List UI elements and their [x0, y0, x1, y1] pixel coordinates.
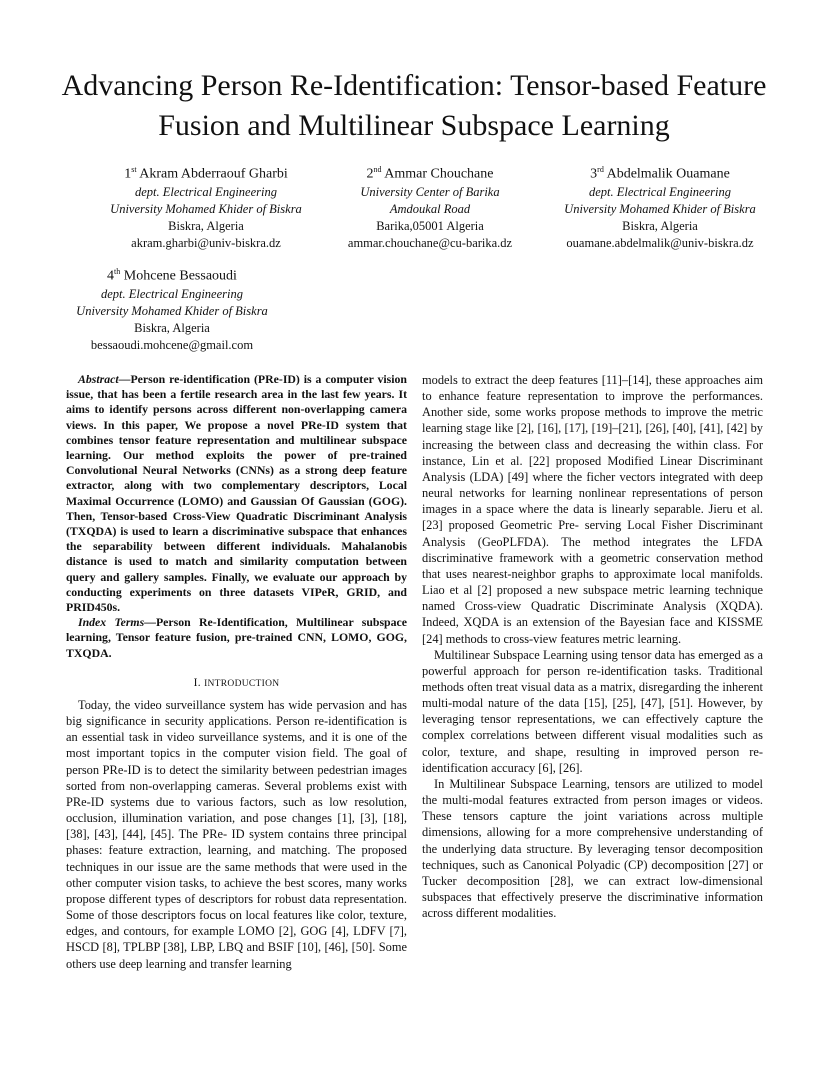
author-org: University Mohamed Khider of Biskra [76, 303, 268, 318]
paragraph: Multilinear Subspace Learning using tensor data has emerged as a powerful approach for person re-identification tasks. Traditional methods often treat visual data as a matrix, disregarding the inherent multi-modal nature of the data [15], [25], [47], [51]. However, by leveraging tensor representations, we can effectively capture the complex correlations between different visual modalities such as color, texture, and shape, resulting in improved person re-identification accuracy [6], [26]. [422, 647, 763, 775]
index-terms: Index Terms—Person Re-Identification, Multilinear subspace learning, Tensor feature fusion, pre-trained CNN, LOMO, GOG, TXQDA. [66, 615, 407, 660]
section-heading: I. INTRODUCTION [193, 676, 280, 689]
author-dept: dept. Electrical Engineering [589, 184, 731, 199]
index-terms-text: Person Re-Identification, Multilinear subspace learning, Tensor feature fusion, pre-trained CNN, LOMO, GOG, TXQDA. [66, 615, 407, 660]
author-block-2 [320, 160, 540, 252]
paragraph: In Multilinear Subspace Learning, tensors are utilized to model the multi-modal features extracted from person images or videos. These tensors capture the joint variations across multiple dimensions, allowing for a more comprehensive understanding of the underlying data structure. By leveraging tensor decomposition techniques, such as Canonical Polyadic (CP) decomposition [27] or Tucker decomposition [28], we can extract low-dimensional subspaces that effectively preserve the discriminative information across different modalities. [422, 776, 763, 921]
author-email: ammar.chouchane@cu-barika.dz [347, 235, 513, 250]
author-email: ouamane.abdelmalik@univ-biskra.dz [566, 235, 754, 250]
author-dept: dept. Electrical Engineering [101, 286, 243, 301]
author-block-1 [86, 160, 326, 252]
abstract-label: Abstract [78, 372, 119, 386]
author-location: Biskra, Algeria [622, 218, 698, 233]
author-block-4 [52, 262, 292, 354]
left-column [66, 372, 407, 972]
author-location: Biskra, Algeria [134, 320, 210, 335]
author-location: Barika,05001 Algeria [376, 218, 484, 233]
abstract-text: Person re-identification (PRe-ID) is a computer vision issue, that has been a fertile research area in the last few years. It aims to identify persons across different non-overlapping camera views. In this paper, We propose a novel PRe-ID system that combines tensor feature representation and multilinear subspace learning. Our method exploits the power of pre-trained Convolutional Neural Networks (CNNs) as a strong deep feature extractor, along with two complementary descriptors, Local Maximal Occurrence (LOMO) and Gaussian Of Gaussian (GOG). Then, Tensor-based Cross-View Quadratic Discriminant Analysis (TXQDA) is used to learn a discriminative subspace that enhances the separability between different individuals. Mahalanobis distance is used to match and similarity computation between query and gallery samples. Finally, we evaluate our approach by conducting experiments on three datasets VIPeR, GRID, and PRID450s. [66, 372, 407, 615]
author-name: 1st Akram Abderraouf Gharbi [124, 165, 288, 182]
author-block-3 [540, 160, 780, 252]
author-org: University Mohamed Khider of Biskra [110, 201, 302, 216]
author-org: University Mohamed Khider of Biskra [564, 201, 756, 216]
index-terms-label: Index Terms [78, 615, 145, 630]
right-column [422, 372, 763, 921]
author-location: Biskra, Algeria [168, 218, 244, 233]
author-dept: University Center of Barika [360, 184, 500, 199]
author-name: 3rd Abdelmalik Ouamane [590, 165, 730, 182]
paragraph: Today, the video surveillance system has wide pervasion and has big significance in security applications. Person re-identification is an essential task in video surveillance systems, and it is one of the most important topics in the computer vision field. The goal of person PRe-ID is to detect the similarity between pedestrian images sorted from non-overlapping cameras. Several problems exist with PRe-ID systems due to various factors, such as low resolution, occlusion, illumination variation, and pose changes [1], [3], [18], [38], [43], [44], [45]. The PRe- ID system contains three principal phases: feature extraction, learning, and matching. The proposed techniques in our issue are the same methods that were used in the other computer vision tasks, to achieve the best scores, many works propose different types of descriptors for robust data representation. Some of those descriptors focus on local features like color, texture, edges, and contours, for example LOMO [2], GOG [4], LDFV [7], HSCD [8], TPLBP [38], LBP, LBQ and BSIF [10], [46], [50]. Some others use deep learning and transfer learning [66, 698, 407, 971]
author-dept: dept. Electrical Engineering [135, 184, 277, 199]
paragraph: models to extract the deep features [11]–[14], these approaches aim to enhance feature representation to improve the performances. Another side, some works propose methods to improve the metric learning stage like [2], [16], [17], [19]–[21], [26], [40], [41], [42] by increasing the between class and decreasing the within class. For instance, Lin et al. [22] proposed Modified Linear Discriminant Analysis (LDA) [49] where the ficher vectors integrated with deep neural networks for learning nonlinear representations of person images in a space where the data is linearly separable. Jieru et al. [23] proposed Geometric Pre- serving Local Fisher Discriminant Analysis (GeoPLFDA). The method integrates the LFDA discriminative framework with a geometric conservation method that uses nearest-neighbor graphs to approximate local manifolds. Liao et al [2] proposed a new subspace metric learning technique named Cross-view Quadratic Discriminate Analysis (XQDA). Indeed, XQDA is an extension of the Bayesian face and KISSME [24] methods to cross-view features metric learning. [422, 373, 763, 646]
author-email: bessaoudi.mohcene@gmail.com [90, 337, 254, 352]
author-name: 2nd Ammar Chouchane [366, 165, 494, 182]
paper-title: Advancing Person Re-Identification: Tensor-based Feature Fusion and Multilinear Subspace Learning [61, 69, 767, 142]
author-email: akram.gharbi@univ-biskra.dz [131, 235, 281, 250]
author-name: 4th Mohcene Bessaoudi [107, 267, 237, 284]
abstract: Abstract—Person re-identification (PRe-ID) is a computer vision issue, that has been a fertile research area in the last few years. It aims to identify persons across different non-overlapping camera views. In this paper, We propose a novel PRe-ID system that combines tensor feature representation and multilinear subspace learning. Our method exploits the power of pre-trained Convolutional Neural Networks (CNNs) as a strong deep feature extractor, along with two complementary descriptors, Local Maximal Occurrence (LOMO) and Gaussian Of Gaussian (GOG). Then, Tensor-based Cross-View Quadratic Discriminant Analysis (TXQDA) is used to learn a discriminative subspace that enhances the separability between different individuals. Mahalanobis distance is used to match and similarity computation between query and gallery samples. Finally, we evaluate our approach by conducting experiments on three datasets VIPeR, GRID, and PRID450s. [66, 372, 407, 615]
author-org: Amdoukal Road [389, 201, 471, 216]
